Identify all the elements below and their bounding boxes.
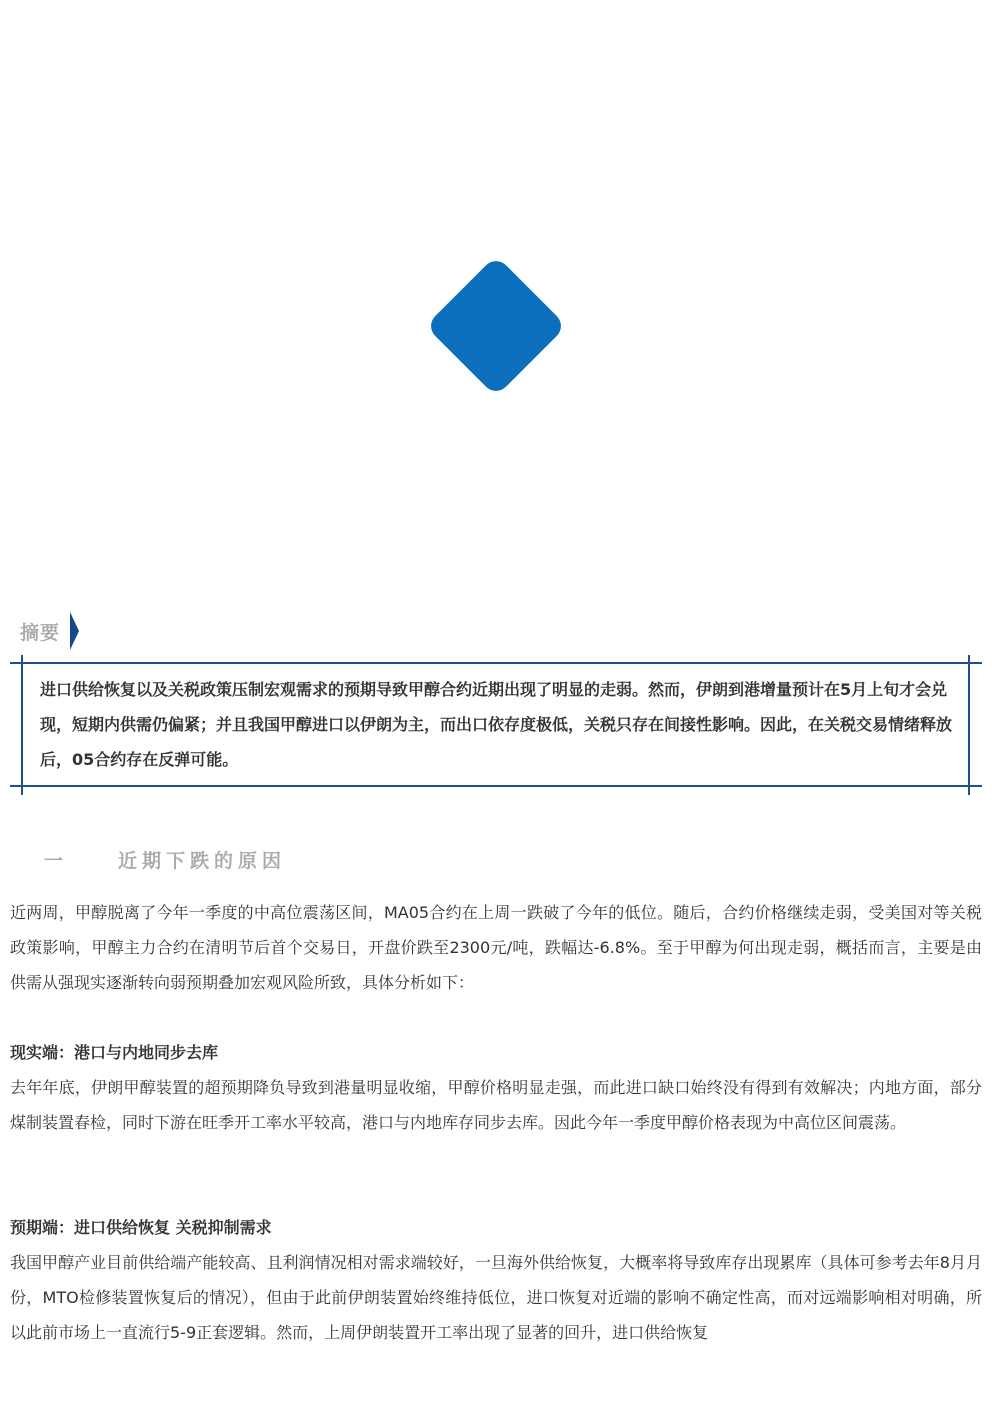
expectation-heading: 预期端：进口供给恢复 关税抑制需求: [10, 1218, 272, 1237]
section-number: 一: [44, 849, 64, 872]
section-title: 近期下跌的原因: [118, 849, 287, 872]
section-heading: [44, 842, 286, 876]
summary-frame-bottom: [10, 785, 982, 787]
summary-frame-right: [968, 655, 970, 795]
summary-frame-top: [10, 662, 982, 664]
reality-heading: 现实端：港口与内地同步去库: [10, 1043, 219, 1062]
expectation-paragraph: 我国甲醇产业目前供给端产能较高、且利润情况相对需求端较好，一旦海外供给恢复，大概率将导致库存出现累库（具体可参考去年8月月份，MTO检修装置恢复后的情况），但由于此前伊朗装置始终维持低位，进口恢复对近端的影响不确定性高，而对远端影响相对明确，所以此前市场上一直流行5-9正套逻辑。然而，上周伊朗装置开工率出现了显著的回升，进口供给恢复: [10, 1253, 982, 1342]
summary-header: [20, 612, 79, 650]
summary-frame-left: [21, 655, 23, 795]
summary-text: 进口供给恢复以及关税政策压制宏观需求的预期导致甲醇合约近期出现了明显的走弱。然而，伊朗到港增量预计在5月上旬才会兑现，短期内供需仍偏紧；并且我国甲醇进口以伊朗为主，而出口依存度极低，关税只存在间接性影响。因此，在关税交易情绪释放后，05合约存在反弹可能。: [40, 680, 953, 769]
chevron-right-icon: [70, 612, 79, 650]
brand-diamond-logo: [425, 255, 566, 396]
intro-paragraph: 近两周，甲醇脱离了今年一季度的中高位震荡区间，MA05合约在上周一跌破了今年的低位。随后，合约价格继续走弱，受美国对等关税政策影响，甲醇主力合约在清明节后首个交易日，开盘价跌至2300元/吨，跌幅达-6.8%。至于甲醇为何出现走弱，概括而言，主要是由供需从强现实逐渐转向弱预期叠加宏观风险所致，具体分析如下：: [10, 903, 982, 992]
reality-paragraph: 去年年底，伊朗甲醇装置的超预期降负导致到港量明显收缩，甲醇价格明显走强，而此进口缺口始终没有得到有效解决；内地方面，部分煤制装置春检，同时下游在旺季开工率水平较高，港口与内地库存同步去库。因此今年一季度甲醇价格表现为中高位区间震荡。: [10, 1078, 982, 1132]
summary-title: 摘要: [20, 621, 61, 644]
